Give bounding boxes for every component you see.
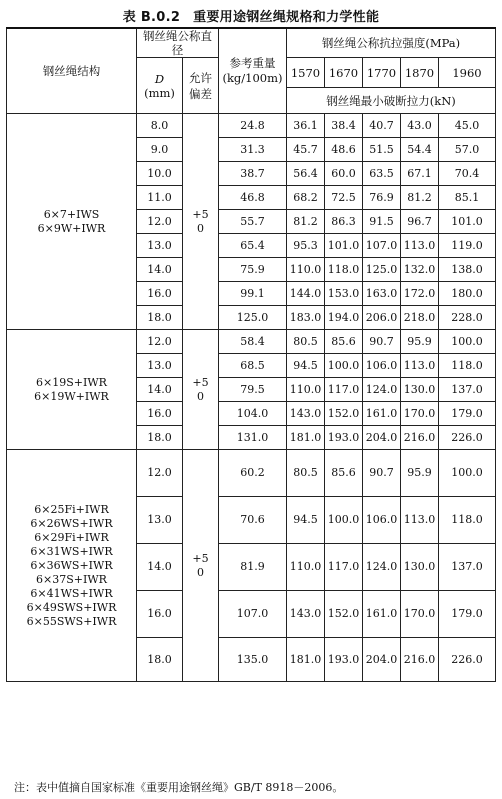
tolerance-cell <box>183 114 219 330</box>
breaking-force-cell: 152.0 <box>325 591 363 638</box>
breaking-force-cell: 94.5 <box>287 354 325 378</box>
table-row <box>7 450 496 497</box>
header-breaking-force: 钢丝绳最小破断拉力(kN) <box>287 88 496 114</box>
diameter-cell: 18.0 <box>137 426 183 450</box>
structure-name: 6×41WS+IWR <box>30 586 113 600</box>
tolerance-plus: +5 <box>192 375 209 389</box>
table-row <box>7 114 496 138</box>
breaking-force-cell: 153.0 <box>325 282 363 306</box>
breaking-force-cell: 216.0 <box>401 638 439 682</box>
breaking-force-cell: 226.0 <box>439 638 496 682</box>
structure-name: 6×25Fi+IWR <box>34 502 109 516</box>
diameter-cell: 18.0 <box>137 306 183 330</box>
breaking-force-cell: 216.0 <box>401 426 439 450</box>
breaking-force-cell: 143.0 <box>287 591 325 638</box>
breaking-force-cell: 118.0 <box>439 354 496 378</box>
breaking-force-cell: 137.0 <box>439 544 496 591</box>
weight-cell: 65.4 <box>219 234 287 258</box>
table-title <box>0 6 502 25</box>
breaking-force-cell: 124.0 <box>363 544 401 591</box>
weight-cell: 131.0 <box>219 426 287 450</box>
breaking-force-cell: 170.0 <box>401 402 439 426</box>
breaking-force-cell: 85.6 <box>325 450 363 497</box>
weight-cell: 75.9 <box>219 258 287 282</box>
breaking-force-cell: 85.6 <box>325 330 363 354</box>
breaking-force-cell: 81.2 <box>287 210 325 234</box>
breaking-force-cell: 90.7 <box>363 450 401 497</box>
diameter-cell: 14.0 <box>137 544 183 591</box>
diameter-unit: (mm) <box>144 85 175 100</box>
header-tolerance: 允许偏差 <box>183 58 219 114</box>
header-structure: 钢丝绳结构 <box>7 28 137 114</box>
grade-1570: 1570 <box>287 58 325 88</box>
tolerance-minus: 0 <box>197 389 204 403</box>
weight-cell: 125.0 <box>219 306 287 330</box>
spec-table-body <box>7 114 496 682</box>
breaking-force-cell: 100.0 <box>325 497 363 544</box>
breaking-force-cell: 132.0 <box>401 258 439 282</box>
weight-cell: 70.6 <box>219 497 287 544</box>
breaking-force-cell: 45.0 <box>439 114 496 138</box>
breaking-force-cell: 110.0 <box>287 258 325 282</box>
diameter-cell: 12.0 <box>137 330 183 354</box>
breaking-force-cell: 106.0 <box>363 497 401 544</box>
breaking-force-cell: 72.5 <box>325 186 363 210</box>
breaking-force-cell: 96.7 <box>401 210 439 234</box>
breaking-force-cell: 206.0 <box>363 306 401 330</box>
breaking-force-cell: 68.2 <box>287 186 325 210</box>
diameter-cell: 14.0 <box>137 258 183 282</box>
table-number: 表 B.0.2 <box>122 10 181 25</box>
structure-cell <box>7 114 137 330</box>
structure-cell <box>7 330 137 450</box>
breaking-force-cell: 179.0 <box>439 591 496 638</box>
weight-cell: 24.8 <box>219 114 287 138</box>
diameter-cell: 16.0 <box>137 282 183 306</box>
table-row <box>7 330 496 354</box>
breaking-force-cell: 38.4 <box>325 114 363 138</box>
breaking-force-cell: 170.0 <box>401 591 439 638</box>
weight-cell: 104.0 <box>219 402 287 426</box>
breaking-force-cell: 226.0 <box>439 426 496 450</box>
breaking-force-cell: 161.0 <box>363 591 401 638</box>
diameter-cell: 13.0 <box>137 497 183 544</box>
breaking-force-cell: 100.0 <box>325 354 363 378</box>
breaking-force-cell: 80.5 <box>287 450 325 497</box>
diameter-cell: 12.0 <box>137 450 183 497</box>
breaking-force-cell: 130.0 <box>401 544 439 591</box>
breaking-force-cell: 91.5 <box>363 210 401 234</box>
breaking-force-cell: 90.7 <box>363 330 401 354</box>
grade-1870: 1870 <box>401 58 439 88</box>
breaking-force-cell: 172.0 <box>401 282 439 306</box>
breaking-force-cell: 100.0 <box>439 330 496 354</box>
weight-cell: 79.5 <box>219 378 287 402</box>
breaking-force-cell: 152.0 <box>325 402 363 426</box>
breaking-force-cell: 193.0 <box>325 638 363 682</box>
weight-cell: 60.2 <box>219 450 287 497</box>
structure-name: 6×49SWS+IWR <box>26 600 117 614</box>
breaking-force-cell: 113.0 <box>401 234 439 258</box>
structure-name: 6×9W+IWR <box>37 221 106 235</box>
header-reference-weight: 参考重量(kg/100m) <box>219 28 287 114</box>
structure-name: 6×31WS+IWR <box>30 544 113 558</box>
breaking-force-cell: 181.0 <box>287 426 325 450</box>
diameter-cell: 16.0 <box>137 591 183 638</box>
breaking-force-cell: 63.5 <box>363 162 401 186</box>
diameter-cell: 13.0 <box>137 354 183 378</box>
diameter-cell: 10.0 <box>137 162 183 186</box>
weight-cell: 31.3 <box>219 138 287 162</box>
header-diameter <box>137 58 183 114</box>
breaking-force-cell: 86.3 <box>325 210 363 234</box>
diameter-cell: 8.0 <box>137 114 183 138</box>
breaking-force-cell: 95.9 <box>401 330 439 354</box>
breaking-force-cell: 180.0 <box>439 282 496 306</box>
grade-1670: 1670 <box>325 58 363 88</box>
breaking-force-cell: 101.0 <box>325 234 363 258</box>
table-footnote: 注：表中值摘自国家标准《重要用途钢丝绳》GB/T 8918－2006。 <box>14 781 344 794</box>
diameter-cell: 9.0 <box>137 138 183 162</box>
breaking-force-cell: 228.0 <box>439 306 496 330</box>
structure-name: 6×19W+IWR <box>34 389 109 403</box>
tolerance-cell <box>183 330 219 450</box>
structure-name: 6×36WS+IWR <box>30 558 113 572</box>
breaking-force-cell: 43.0 <box>401 114 439 138</box>
breaking-force-cell: 107.0 <box>363 234 401 258</box>
structure-name: 6×55SWS+IWR <box>26 614 117 628</box>
breaking-force-cell: 70.4 <box>439 162 496 186</box>
diameter-cell: 18.0 <box>137 638 183 682</box>
breaking-force-cell: 117.0 <box>325 378 363 402</box>
breaking-force-cell: 118.0 <box>439 497 496 544</box>
structure-name: 6×37S+IWR <box>36 572 107 586</box>
breaking-force-cell: 95.3 <box>287 234 325 258</box>
breaking-force-cell: 40.7 <box>363 114 401 138</box>
breaking-force-cell: 101.0 <box>439 210 496 234</box>
breaking-force-cell: 94.5 <box>287 497 325 544</box>
breaking-force-cell: 51.5 <box>363 138 401 162</box>
weight-cell: 81.9 <box>219 544 287 591</box>
breaking-force-cell: 181.0 <box>287 638 325 682</box>
breaking-force-cell: 125.0 <box>363 258 401 282</box>
header-nominal-diameter: 钢丝绳公称直径 <box>137 28 219 58</box>
breaking-force-cell: 60.0 <box>325 162 363 186</box>
structure-name: 6×19S+IWR <box>36 375 107 389</box>
breaking-force-cell: 80.5 <box>287 330 325 354</box>
breaking-force-cell: 179.0 <box>439 402 496 426</box>
breaking-force-cell: 143.0 <box>287 402 325 426</box>
diameter-cell: 11.0 <box>137 186 183 210</box>
breaking-force-cell: 76.9 <box>363 186 401 210</box>
breaking-force-cell: 48.6 <box>325 138 363 162</box>
weight-cell: 46.8 <box>219 186 287 210</box>
wire-rope-spec-table <box>6 27 496 682</box>
grade-1770: 1770 <box>363 58 401 88</box>
breaking-force-cell: 36.1 <box>287 114 325 138</box>
breaking-force-cell: 117.0 <box>325 544 363 591</box>
breaking-force-cell: 110.0 <box>287 544 325 591</box>
weight-cell: 38.7 <box>219 162 287 186</box>
breaking-force-cell: 130.0 <box>401 378 439 402</box>
diameter-cell: 12.0 <box>137 210 183 234</box>
breaking-force-cell: 113.0 <box>401 354 439 378</box>
tolerance-minus: 0 <box>197 565 204 579</box>
weight-cell: 68.5 <box>219 354 287 378</box>
structure-name: 6×7+IWS <box>43 207 100 221</box>
breaking-force-cell: 95.9 <box>401 450 439 497</box>
breaking-force-cell: 100.0 <box>439 450 496 497</box>
breaking-force-cell: 193.0 <box>325 426 363 450</box>
breaking-force-cell: 218.0 <box>401 306 439 330</box>
weight-cell: 135.0 <box>219 638 287 682</box>
structure-name: 6×26WS+IWR <box>30 516 113 530</box>
breaking-force-cell: 57.0 <box>439 138 496 162</box>
breaking-force-cell: 113.0 <box>401 497 439 544</box>
diameter-cell: 13.0 <box>137 234 183 258</box>
breaking-force-cell: 45.7 <box>287 138 325 162</box>
breaking-force-cell: 56.4 <box>287 162 325 186</box>
tolerance-plus: +5 <box>192 207 209 221</box>
breaking-force-cell: 67.1 <box>401 162 439 186</box>
breaking-force-cell: 204.0 <box>363 426 401 450</box>
weight-cell: 58.4 <box>219 330 287 354</box>
breaking-force-cell: 138.0 <box>439 258 496 282</box>
breaking-force-cell: 137.0 <box>439 378 496 402</box>
tolerance-plus: +5 <box>192 551 209 565</box>
breaking-force-cell: 81.2 <box>401 186 439 210</box>
breaking-force-cell: 194.0 <box>325 306 363 330</box>
breaking-force-cell: 124.0 <box>363 378 401 402</box>
breaking-force-cell: 85.1 <box>439 186 496 210</box>
diameter-cell: 14.0 <box>137 378 183 402</box>
tolerance-cell <box>183 450 219 682</box>
grade-1960: 1960 <box>439 58 496 88</box>
breaking-force-cell: 183.0 <box>287 306 325 330</box>
structure-cell <box>7 450 137 682</box>
header-tensile-strength: 钢丝绳公称抗拉强度(MPa) <box>287 28 496 58</box>
tolerance-minus: 0 <box>197 221 204 235</box>
weight-cell: 99.1 <box>219 282 287 306</box>
structure-name: 6×29Fi+IWR <box>34 530 109 544</box>
breaking-force-cell: 119.0 <box>439 234 496 258</box>
breaking-force-cell: 161.0 <box>363 402 401 426</box>
weight-cell: 55.7 <box>219 210 287 234</box>
breaking-force-cell: 163.0 <box>363 282 401 306</box>
breaking-force-cell: 204.0 <box>363 638 401 682</box>
breaking-force-cell: 54.4 <box>401 138 439 162</box>
breaking-force-cell: 144.0 <box>287 282 325 306</box>
diameter-symbol: D <box>154 71 165 86</box>
breaking-force-cell: 110.0 <box>287 378 325 402</box>
weight-cell: 107.0 <box>219 591 287 638</box>
diameter-cell: 16.0 <box>137 402 183 426</box>
breaking-force-cell: 106.0 <box>363 354 401 378</box>
table-caption: 重要用途钢丝绳规格和力学性能 <box>193 10 380 25</box>
breaking-force-cell: 118.0 <box>325 258 363 282</box>
